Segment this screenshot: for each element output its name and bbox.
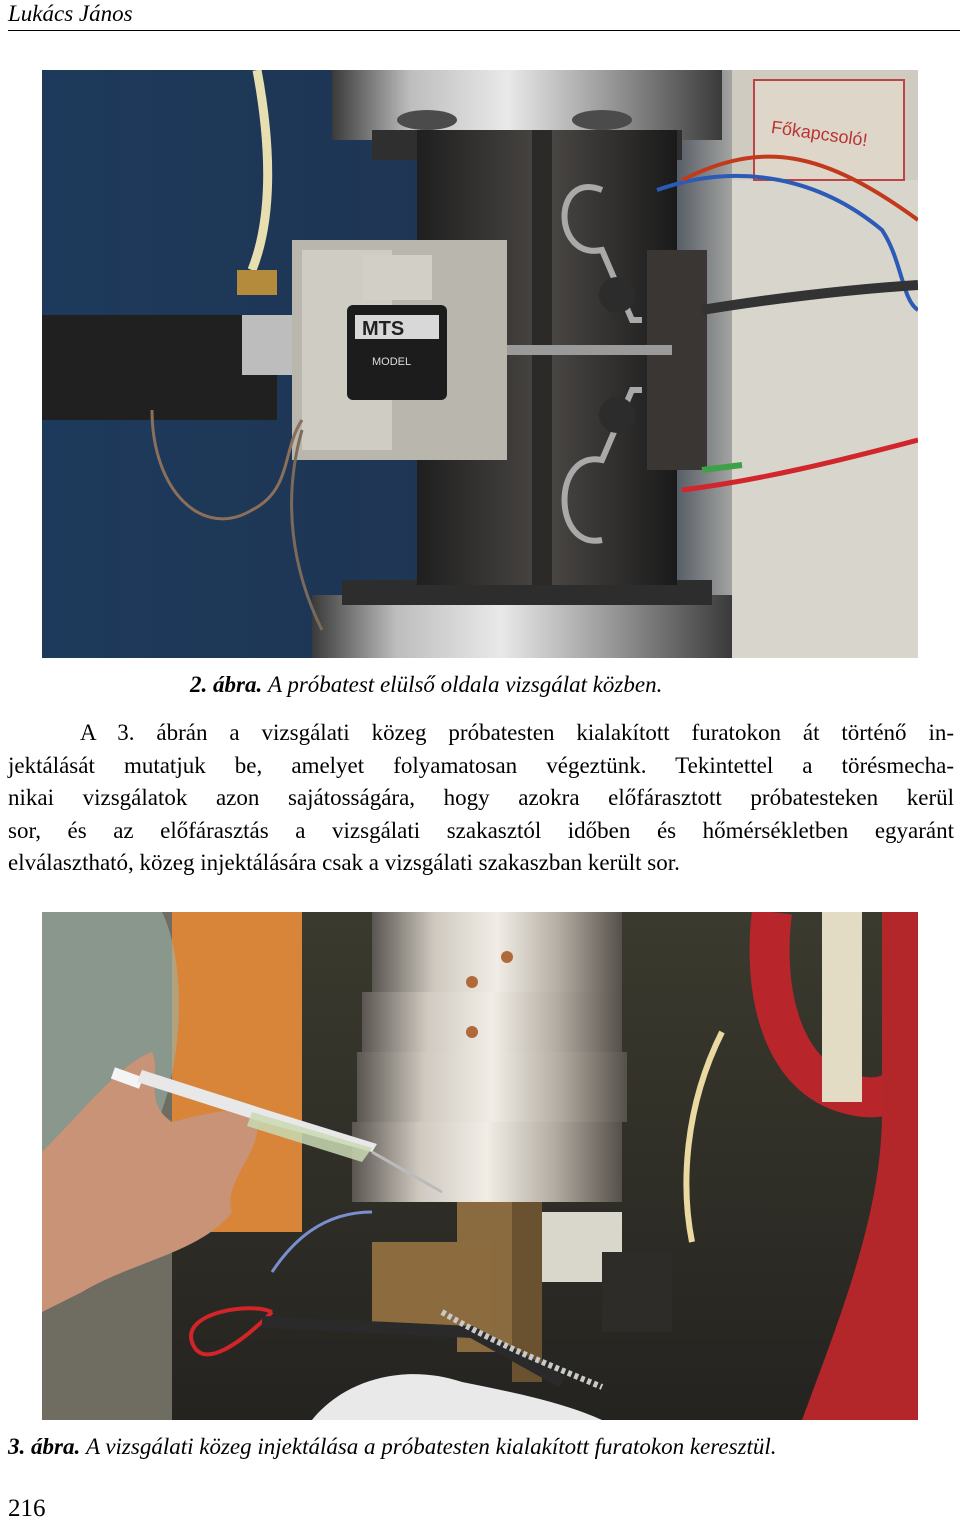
figure-3-caption-number: 3. ábra. [8, 1434, 81, 1459]
figure-2-image [42, 70, 918, 658]
figure-3-caption-text: A vizsgálati közeg injektálása a próbatesten kialakított furatokon keresztül. [85, 1434, 777, 1459]
paragraph-line: A 3. ábrán a vizsgálati közeg próbatesten kialakított furatokon át történő in- [80, 720, 954, 745]
author-name: Lukács János [8, 1, 133, 26]
warning-sign [754, 80, 904, 180]
svg-text:MODEL: MODEL [372, 356, 412, 368]
svg-text:Főkapcsoló!: Főkapcsoló! [769, 116, 869, 151]
svg-text:MTS: MTS [362, 318, 405, 340]
paragraph-line: elválasztható, közeg injektálására csak a vizsgálati szakaszban került sor. [8, 850, 680, 875]
figure-2-caption [190, 671, 662, 699]
page-number: 216 [8, 1495, 46, 1522]
figure-3-image [42, 912, 918, 1420]
paragraph-line: jektálását mutatjuk be, amelyet folyamatosan végeztünk. Tekintettel a törésmecha- [8, 752, 954, 778]
paragraph-line: nikai vizsgálatok azon sajátosságára, hogy azokra előfárasztott próbatesteken kerül [8, 785, 954, 810]
figure-2-photo [42, 70, 918, 658]
figure-3-photo [42, 912, 918, 1420]
body-paragraph [8, 717, 954, 880]
figure-2-caption-text: A próbatest elülső oldala vizsgálat közben. [267, 672, 663, 697]
running-header [8, 0, 960, 31]
mts-extensometer [347, 305, 447, 400]
paragraph-line: sor, és az előfárasztás a vizsgálati szakasztól időben és hőmérsékletben egyaránt [8, 817, 954, 843]
figure-2-caption-number: 2. ábra. [190, 672, 263, 697]
figure-3-caption [8, 1433, 777, 1461]
